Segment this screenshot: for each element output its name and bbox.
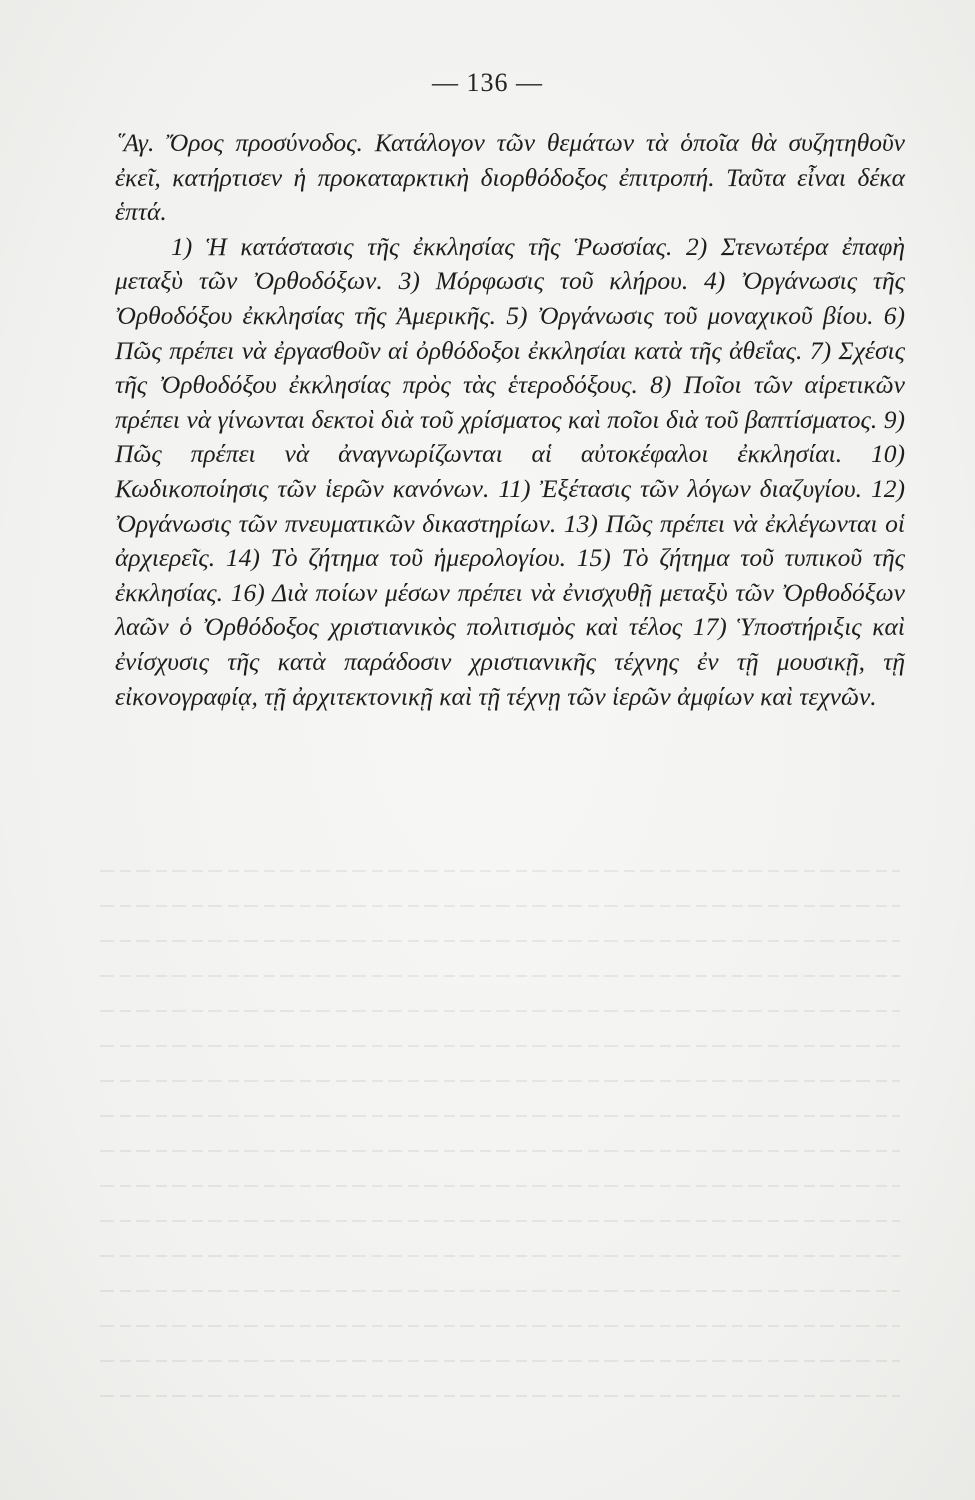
paragraph-topic-list: 1) Ἡ κατάστασις τῆς ἐκκλησίας τῆς Ῥωσσίας. 2) Στενωτέρα ἐπαφὴ μεταξὺ τῶν Ὀρθοδόξων. 3) Μόρφωσις τοῦ κλήρου. 4) Ὀργάνωσις τῆς Ὀρθοδόξου ἐκκλησίας τῆς Ἀμερικῆς. 5) Ὀργάνωσις τοῦ μοναχικοῦ βίου. 6) Πῶς πρέπει νὰ ἐργασθοῦν αἱ ὀρθόδοξοι ἐκκλησίαι κατὰ τῆς ἀθεΐας. 7) Σχέσις τῆς Ὀρθοδόξου ἐκκλησίας πρὸς τὰς ἑτεροδόξους. 8) Ποῖοι τῶν αἱρετικῶν πρέπει νὰ γίνωνται δεκτοὶ διὰ τοῦ χρίσματος καὶ ποῖοι διὰ τοῦ βαπτίσματος. 9) Πῶς πρέπει νὰ ἀναγνωρίζωνται αἱ αὐτοκέφαλοι ἐκκλησίαι. 10) Κωδικοποίησις τῶν ἱερῶν κανόνων. 11) Ἐξέτασις τῶν λόγων διαζυγίου. 12) Ὀργάνωσις τῶν πνευματικῶν δικαστηρίων. 13) Πῶς πρέπει νὰ ἐκλέγωνται οἱ ἀρχιερεῖς. 14) Τὸ ζήτημα τοῦ ἡμερολογίου. 15) Τὸ ζήτημα τοῦ τυπικοῦ τῆς ἐκκλησίας. 16) Διὰ ποίων μέσων πρέπει νὰ ἐνισχυθῇ μεταξὺ τῶν Ὀρθοδόξων λαῶν ὁ Ὀρθόδοξος χριστιανικὸς πολιτισμὸς καὶ τέλος 17) Ὑποστήριξις καὶ ἐνίσχυσις τῆς κατὰ παράδοσιν χριστιανικῆς τέχνης ἐν τῇ μουσικῇ, τῇ εἰκονογραφίᾳ, τῇ ἀρχιτεκτονικῇ καὶ τῇ τέχνῃ τῶν ἱερῶν ἀμφίων καὶ τεχνῶν. [115,231,905,711]
page-number: — 136 — [432,68,543,97]
show-through-text [100,870,900,1430]
body-text [115,126,905,714]
paragraph-intro: ῞Αγ. Ὄρος προσύνοδος. Κατάλογον τῶν θεμάτων τὰ ὁποῖα θὰ συζητηθοῦν ἐκεῖ, κατήρτισεν ἡ προκαταρκτικὴ διορθόδοξος ἐπιτροπή. Ταῦτα εἶναι δέκα ἑπτά. [115,128,905,227]
